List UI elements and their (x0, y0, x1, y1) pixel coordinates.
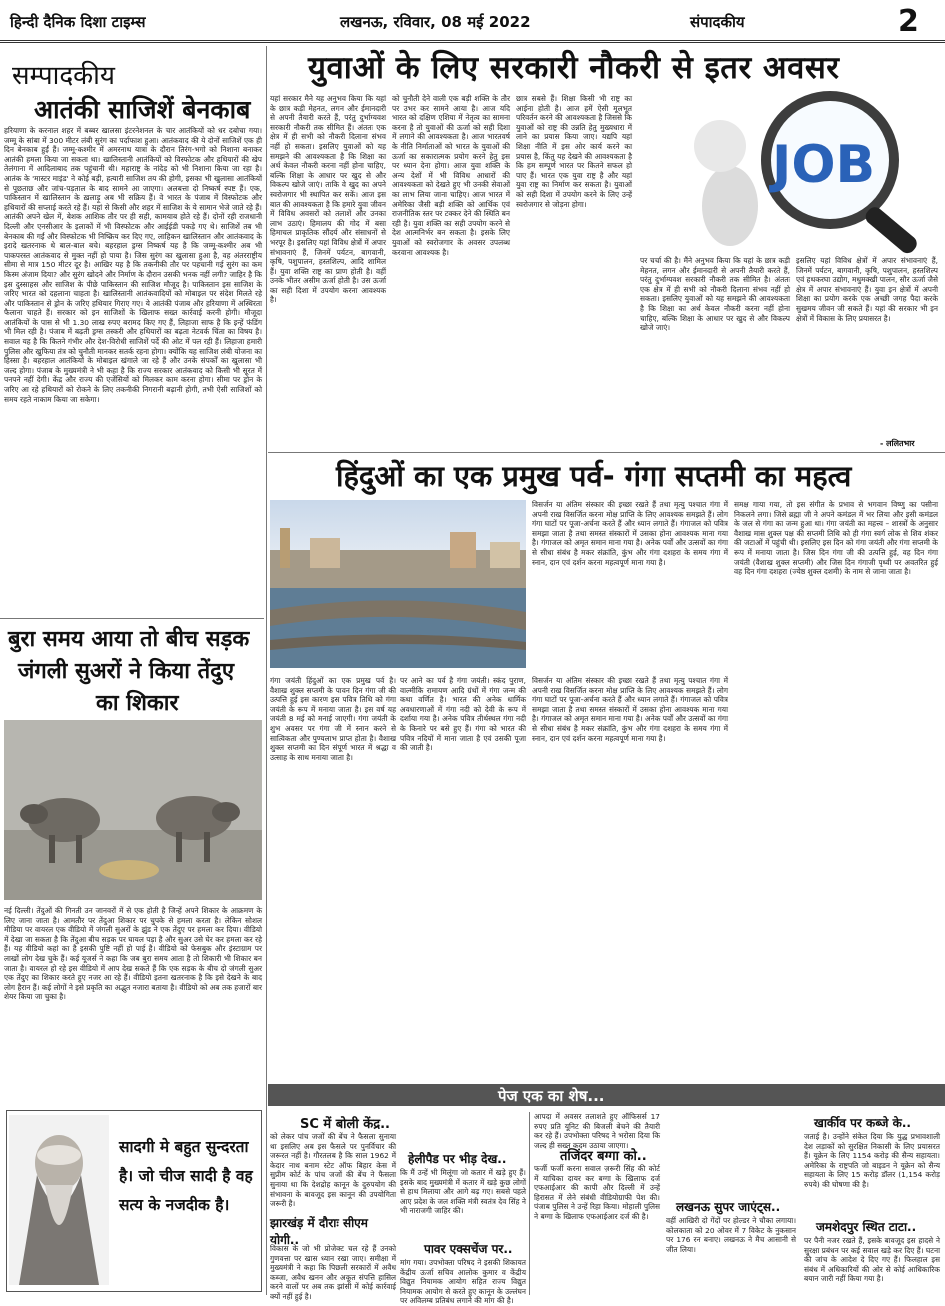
job-magnifier-graphic (640, 86, 940, 252)
brief-sc-body: को लेकर पांच जजों की बेंच ने फैसला सुनाया था इसलिए अब इस फैसले पर पुनर्विचार की जरूरत नहीं है। गौरतलब है कि साल 1962 में केदार नाथ बनाम स्टेट ऑफ बिहार केस में सुप्रीम कोर्ट के पांच जजों की बेंच ने फैसला सुनाया था कि देशद्रोह कानून के दुरुपयोग की संभावना के बावजूद इस कानून की उपयोगिता जरूरी है। (270, 1132, 396, 1209)
editorial-label: सम्पादकीय (12, 61, 115, 91)
briefs-banner-text: पेज एक का शेष... (498, 1087, 605, 1105)
brief-jamshedpur-title: जमशेदपुर स्थित टाटा.. (816, 1220, 917, 1234)
job-graphic-text: JOB (772, 135, 876, 195)
pig-story-headline-2: जंगली सुअरों ने किया तेंदुए (18, 659, 234, 684)
pig-photo-illustration (4, 720, 262, 900)
pig-story-headline-1: बुरा समय आया तो बीच सड़क (8, 627, 250, 652)
briefs-banner (268, 1084, 945, 1106)
jobs-col-1: यहां सरकार मैने यह अनुभव किया कि यहां के छात्र कड़ी मेहनत, लगन और ईमानदारी से अपनी तैयारी करते हैं, परंतु दुर्भाग्यवश सरकारी नौकरी तक सीमित हैं। अंततः एक क्षेत्र में ही सभी को नौकरी दिलाना संभव नहीं हो सकता। इसलिए युवाओं को यह समझने की आवश्यकता है कि शिक्षा का अर्थ केवल नौकरी करना नहीं होना चाहिए, बल्कि शिक्षा के आधार पर खुद से और विकल्प खोजे जाएं। ताकि वे खुद का अपने स्वरोजगार भी स्थापित कर सकें। आज इस बात की आवश्यकता है कि हमारे युवा जीवन में विविध अवसरों को तलाशें और उनका लाभ उठाएं। हिमालय की गोद में बसा हिमाचल प्राकृतिक सौंदर्य और संसाधनों से भरपूर है। इसलिए यहां विविध क्षेत्रों में अपार संभावनाएं हैं, जिनमें पर्यटन, बागवानी, कृषि, पशुपालन, हस्तशिल्प, आदि शामिल हैं। युवा शक्ति राष्ट्र का प्राण होती है। वहीं उनके भीतर असीम ऊर्जा होती है। उस ऊर्जा का सही दिशा में उपयोग करना आवश्यक है। (270, 94, 386, 305)
jobs-col-4: पर चर्चा की है। मैंने अनुभव किया कि यहां के छात्र कड़ी मेहनत, लगन और ईमानदारी से अपनी तैयारी करते हैं, परंतु दुर्भाग्यवश सरकारी नौकरी तक सीमित है। अंततः एक क्षेत्र में ही सभी को नौकरी दिलाना संभव नहीं हो सकता। इसलिए युवाओं को यह समझने की आवश्यकता है कि शिक्षा का अर्थ केवल नौकरी करना नहीं होना चाहिए, बल्कि शिक्षा के आधार पर खुद से और विकल्प खोजे जाएं। (640, 256, 790, 333)
brief-tajinder-body: फर्जी फर्जी करना सवाल ज़रूरी सिंह की कोर्ट में याचिका दायर कर बग्गा के खिलाफ दर्ज एफआईआर की कापी और दिल्ली में उन्हें हिरासत में लेने संबंधी वीडियोग्राफी पेश की। पंजाब पुलिस ने उन्हें रिहा किया। मोहाली पुलिस ने बग्गा के खिलाफ एफआईआर दर्ज की है। (534, 1164, 660, 1221)
brief-kharkiv-body: जताई है। उन्होंने संकेत दिया कि युद्ध प्रभावशाली देश लड़ाकों को सुरक्षित निकासी के लिए प्रयासरत हैं। यूक्रेन के लिए 1154 करोड़ की सैन्य सहायता। अमेरिका के राष्ट्रपति जो बाइडन ने यूक्रेन को सैन्य सहायता के लिए 15 करोड़ डॉलर (1,154 करोड़ रुपये) की घोषणा की है। (804, 1132, 940, 1189)
brief-jharkhand-body: विकास के जो भी प्रोजेक्ट चल रहे हैं उनको गुणवत्ता पर खास ध्यान रखा जाए। समीक्षा में मुख्यमंत्री ने कहा कि पिछली सरकारों में अवैध कब्जा, अवैध खनन और अकूत संपत्ति हासिल करने वालों पर अब तक झांसी में कोई कार्रवाई क्यों नहीं हुई है। (270, 1244, 396, 1301)
pig-leopard-photo (4, 720, 262, 900)
jobs-col-5: इसलिए यहां विविध क्षेत्रों में अपार संभावनाएं हैं, जिनमें पर्यटन, बागवानी, कृषि, पशुपालन, हस्तशिल्प एवं हथकरघा उद्योग, मधुमक्खी पालन, सौर ऊर्जा जैसे क्षेत्र में अपार संभावनाएं हैं। युवा इन क्षेत्रों में अपनी शिक्षा का प्रयोग करके एक अच्छी जगह पैदा करके सुखमय जीवन जी सकते हैं। यहां की सरकार भी इन क्षेत्रों में विकास के लिए प्रयासरत है। (796, 256, 938, 323)
quote-box (6, 1110, 262, 1292)
masthead-bar (0, 0, 945, 43)
brief-power-title: पावर एक्सचेंज पर.. (424, 1242, 513, 1256)
brief-sc-title: SC में बोली केंद्र.. (300, 1117, 390, 1132)
sage-portrait-icon (9, 1115, 109, 1285)
ganga-col-b: पर आने का पर्व है गंगा जयंती। स्कंद पुराण, वाल्मीकि रामायण आदि ग्रंथों में गंगा जन्म की कथा वर्णित है। भारत की अनेक धार्मिक अवधारणाओं में गंगा नदी को देवी के रूप में दर्शाया गया है। अनेक पवित्र तीर्थस्थल गंगा नदी के किनारे पर बसे हुए हैं। गंगा को भारत की पवित्र नदियों में माना जाता है एवं उसकी पूजा की जाती है। (400, 676, 526, 753)
brief-tajinder-title: तजिंदर बग्गा को.. (560, 1149, 647, 1164)
jobs-byline: - ललितभार (880, 439, 915, 448)
dateline: लखनऊ, रविवार, 08 मई 2022 (340, 13, 531, 31)
brief-jharkhand-title: झारखंड़ में दौराः सीएम योगी.. (270, 1216, 368, 1247)
jobs-col-3: छात्र सबसे हैं। शिक्षा किसी भी राष्ट्र का आईना होती है। आज हमें ऐसी मूलभूत परिवर्तन करने की आवश्यकता है जिससे कि युवाओं को राष्ट्र की उन्नति हेतु मुख्यधारा में लाने का प्रयास किया जाए। यद्यपि यहां शिक्षा नीति में इस ओर कार्य करने का प्रयास है, किंतु यह देखने की आवश्यकता है कि हम सम्पूर्ण भारत पर कितने सफल हो पाए हैं। भारत एक युवा राष्ट्र है और यहां युवा राष्ट्र का निर्माण कर सकता है। युवाओं को सही दिशा में उपयोग करने के लिए उन्हें स्वरोजगार से जोड़ना होगा। (516, 94, 632, 209)
ganga-col-c: विसर्जन या अंतिम संस्कार की इच्छा रखते हैं तथा मृत्यु पश्चात गंगा में अपनी राख विसर्जित करना मोक्ष प्राप्ति के लिए आवश्यक समझते हैं। लोग गंगा घाटों पर पूजा-अर्चना करते हैं और ध्यान लगाते हैं। गंगाजल को पवित्र समझा जाता है तथा समस्त संस्कारों में उसका होना आवश्यक माना गया है। गंगाजल को अमृत समान माना गया है। अनेक पर्वों और उत्सवों का गंगा से सीधा संबंध है मकर संक्रांति, कुंभ और गंगा दशहरा के समय गंगा में स्नान, दान एवं दर्शन करना महत्वपूर्ण माना गया है। (532, 500, 728, 567)
brief-helipad-title: हेलीपैड पर भीड़ देख.. (408, 1152, 507, 1166)
editorial-body: हरियाणा के करनाल शहर में बब्बर खालसा इंटरनेशनल के चार आतंकियों को धर दबोचा गया। जम्मू के सांबा में 300 मीटर लंबी सुरंग का पर्दाफाश हुआ। आतंकवाद की ये दोनों साजिशें एक ही दिन बेनकाब हुईं हैं। जम्मू-कश्मीर में अमरनाथ यात्रा के दौरान तिरंग-भगो को निशाना बनाकर आतंकी हमला किया जा सकता था। खालिस्तानी आतंकियों को विस्फोटक और हथियारों की खेप तेलंगाना में आदिलाबाद तक पहुंचानी थी। महाराष्ट्र के नांदेड़ को भी निशाना किया जा रहा है। आतंक के 'मास्टर माइंड' ने कोई बड़ी, हत्यारी साजिश तय की होगी, इसका भी खुलासा आतंकियों से पूछताछ और जांच-पड़ताल के बाद सामने आ जाएगा। अलबत्ता दो निष्कर्ष स्पष्ट हैं। एक, पाकिस्तान में खालिस्तान के ख़लाड़ू अब भी सक्रिय हैं। वे भारत के पंजाब में विस्फोटक और हथियारों की सप्लाई करते रहे हैं। यहां से किसी और शहर में साजिश के ये सामान भेजे जाते रहे हैं। आतंकी अपने खेल में, बेशक आशिक तौर पर ही सही, कामयाब होते रहे हैं। दोनों रही राजधानी दिल्ली और एनसीआर के इलाकों में भी विस्फोटक और आईईडी पकड़े गए थे। साजिशें तब भी बेनकाब की गईं और विस्फोटक भी निष्क्रिय कर दिए गए, लाहिकन खालिस्तान और आतंकवाद के इरादे खतरनाक थे बाल-बाल बचे। बहरहाल ड्रग्स निष्कर्ष यह है कि जम्मू-कश्मीर अब भी पाकपरस्त आतंकवाद से मुक्त नहीं हो पाया है। जिस सुरंग का खुलासा हुआ है, वह अंतरराष्ट्रीय सीमा से मात्र 150 मीटर दूर है। आखिर यह है कि तकनीकी तौर पर पहचानी गई सुरंग का कम किस्म अंजाम दिया? और सुरंग खोदने और निर्माण के दौरान उसकी भनक नहीं लगी? जाहिर है कि इस दुस्साहस और साजिश के पीछे पाकिस्तान की साजिश मौजूद है। पाकिस्तान इस साजिश के जरिए भारत को दहलाना चाहता है। खालिस्तानी आतंकवादियों को मोबाइल पर संदेश मिलते रहे और पाकिस्तान से ड्रोन के जरिए हथियार गिराए गए। ये आतंकी पंजाब और हरियाणा में अस्थिरता फैलाना चाहते हैं। सरकार को इन साजिशों के खिलाफ सख्त कार्रवाई करनी होगी। मौजूदा आतंकियों के पास से भी 1.30 लाख रुपए बरामद किए गए हैं, लिहाजा साफ है कि इन्हें फंडिंग भी मिल रही है। पंजाब में बढ़ती ड्रग्स तस्करी और हथियारों का बढ़ता नेटवर्क चिंता का विषय है। सवाल यह है कि कितने गंभीर और देश-विरोधी साजिशें पर्दे की ओट में पल रही हैं। लिहाजा हमारी पुलिस और खुफिया तंत्र को चुनौती मानकर सतर्क रहना होगा। क्योंकि यह साजिश लंबी योजना का हिस्सा है। बहरहाल आतंकियों के मोबाइल खंगाले जा रहे हैं और उनके संपर्कों का खुलासा भी जल्द होगा। पंजाब के मुख्यमंत्री ने भी कहा है कि राज्य सरकार आतंकवाद को किसी भी सूरत में पनपने नहीं देगी। केंद्र और राज्य की एजेंसियों को मिलकर काम करना होगा। सीमा पर ड्रोन के जरिए आ रहे हथियारों को रोकने के लिए तकनीकी निगरानी बढ़ानी होगी, तभी ऐसी साजिशों को समय रहते नाकाम किया जा सकेगा। (4, 126, 262, 404)
editorial-headline: आतंकी साजिशें बेनकाब (34, 95, 251, 124)
jobs-headline: युवाओं के लिए सरकारी नौकरी से इतर अवसर (308, 50, 840, 86)
ganga-headline: हिंदुओं का एक प्रमुख पर्व- गंगा सप्तमी का महत्व (336, 459, 852, 493)
ganga-col-c2: विसर्जन या अंतिम संस्कार की इच्छा रखते हैं तथा मृत्यु पश्चात गंगा में अपनी राख विसर्जित करना मोक्ष प्राप्ति के लिए आवश्यक समझते हैं। लोग गंगा घाटों पर पूजा-अर्चना करते हैं और ध्यान लगाते हैं। गंगाजल को पवित्र समझा जाता है तथा समस्त संस्कारों में उसका होना आवश्यक माना गया है। गंगाजल को अमृत समान माना गया है। अनेक पर्वों और उत्सवों का गंगा से सीधा संबंध है मकर संक्रांति, कुंभ और गंगा दशहरा के समय गंगा में स्नान, दान एवं दर्शन करना महत्वपूर्ण माना गया है। (532, 676, 728, 743)
section-name: संपादकीय (690, 13, 745, 31)
brief-power-body: मांग गया। उपभोक्ता परिषद ने इसकी शिकायत केंद्रीय ऊर्जा सचिव आलोक कुमार व केंद्रीय विद्युत नियामक आयोग सहित राज्य विद्युत नियामक आयोग से करते हुए कानून के उल्लंघन पर अविलम्ब प्रतिबंध लगाने की मांग की है। (400, 1258, 526, 1306)
brief-lucknow-title: लखनऊ सुपर जाएंट्स.. (676, 1200, 781, 1214)
pig-story-body: नई दिल्ली। तेंदुओं की गिनती उन जानवरों में से एक होती है जिन्हें अपने शिकार के आक्रमण के लिए जाना जाता है। आमतौर पर तेंदुआ शिकार पर चुपके से हमला करता है। लेकिन सोशल मीडिया पर वायरल एक वीडियो में जंगली सुअरों के झुंड ने एक तेंदुए पर हमला कर दिया। वीडियो में देखा जा सकता है कि तेंदुआ बीच सड़क पर घायल पड़ा है और सुअर उसे घेर कर हमला कर रहे हैं। यह वीडियो कहां का है इसकी पुष्टि नहीं हो पाई है। वीडियो को फेसबुक और इंस्टाग्राम पर लाखों लोग देख चुके हैं। कई यूजर्स ने कहा कि जब बुरा समय आता है तो शिकारी भी शिकार बन जाता है। वायरल हो रहे इस वीडियो में आप देख सकते हैं कि एक सड़क के बीच दो जंगली सुअर एक तेंदुए का शिकार करते हुए नजर आ रहे हैं। वीडियो इतना खतरनाक है कि इसे देखने के बाद लोग हैरान हैं। कई लोगों ने इसे प्रकृति का अद्भुत नजारा बताया है। वीडियो को अब तक हजारों बार शेयर किया जा चुका है। (4, 906, 262, 1002)
brief-jamshedpur-body: पर पैनी नजर रखते हैं, इसके बावजूद इस हादसे ने सुरक्षा प्रबंधन पर कई सवाल खड़े कर दिए हैं। घटना की जांच के आदेश दे दिए गए हैं। फिलहाल इस संबंध में अधिकारियों की ओर से कोई आधिकारिक बयान जारी नहीं किया गया है। (804, 1236, 940, 1284)
pig-story-headline-3: का शिकार (96, 691, 179, 716)
newspaper-name: हिन्दी दैनिक दिशा टाइम्स (10, 13, 146, 31)
ganga-ghat-photo (270, 500, 526, 668)
quote-text: सादगी मे बहुत सुन्दरता है। जो चीज सादी है वह सत्य के नजदीक है। (119, 1138, 253, 1214)
page-number: 2 (898, 4, 919, 39)
brief-lecture-body: आपदा में अवसर तलाशते हुए ऑफिसर्स 17 रुपए प्रति यूनिट की बिजली बेचने की तैयारी कर रहे हैं। उपभोक्ता परिषद ने भरोसा दिया कि जल्द ही सख्त कदम उठाया जाएगा। (534, 1112, 660, 1150)
ganga-photo-illustration (270, 500, 526, 668)
brief-lucknow-body: वहीं आखिरी दो गेंदों पर होल्डर ने चौका लगाया। कोलकाता को 20 ओवर में 7 विकेट के नुकसान पर 176 रन बनाए। लखनऊ ने मैच आसानी से जीत लिया। (666, 1216, 796, 1254)
magnifier-icon (640, 86, 940, 252)
brief-kharkiv-title: खार्कीव पर कब्जे के.. (814, 1116, 911, 1130)
ganga-col-a: गंगा जयंती हिंदुओं का एक प्रमुख पर्व है। वैशाख शुक्ल सप्तमी के पावन दिन गंगा जी की उत्पत्ति हुई इस कारण इस पवित्र तिथि को गंगा जयंती के रूप में मनाया जाता है। इस वर्ष यह जयंती 8 मई को मनाई जाएगी। गंगा जयंती के शुभ अवसर पर गंगा जी में स्नान करने से सात्विकता और पुण्यलाभ प्राप्त होता है। वैशाख शुक्ल सप्तमी का दिन संपूर्ण भारत में श्रद्धा व उत्साह के साथ मनाया जाता है। (270, 676, 396, 762)
jobs-col-2: को चुनौती देने वाली एक बड़ी शक्ति के तौर पर उभर कर सामने आया है। आज यदि भारत को दक्षिण एशिया में नेतृत्व का सामना करना है तो युवाओं की ऊर्जा को सही दिशा में लगाने की आवश्यकता है। आज भारतवर्ष के नीति निर्माताओं को भारत के युवाओं की ऊर्जा का सकारात्मक प्रयोग करने हेतु इस पर ध्यान देना होगा। आज युवा शक्ति के अन्य देशों में भी विविध आधारों की आवश्यकता को देखते हुए भी उनकी सेवाओं का लाभ लिया जाना चाहिए। आज भारत में अमेरिका जैसी बड़ी शक्ति को आर्थिक एवं राजनीतिक स्तर पर टक्कर देने की स्थिति बन रही है। युवा शक्ति का सही उपयोग करने से देश आत्मनिर्भर बन सकता है। इसके लिए युवाओं को स्वरोजगार के अवसर उपलब्ध करवाना आवश्यक है। (392, 94, 510, 257)
brief-helipad-body: कि मैं उन्हें भी मिलूंगा जो कतार में खड़े हुए हैं। इसके बाद मुख्यमंत्री में कतार में खड़े कुछ लोगों से हाथ मिलाया और आगे बढ़ गए। सबसे पहले आए प्रदेश के जल शक्ति मंत्री स्वतंत्र देव सिंह ने भी नाराजगी जाहिर की। (400, 1168, 526, 1216)
ganga-col-d: समक्ष गाया गया, तो इस संगीत के प्रभाव से भगवान विष्णु का पसीना निकलने लगा। जिसे ब्रह्मा जी ने अपने कमंडल में भर लिया और इसी कमंडल के जल से गंगा का जन्म हुआ था। गंगा जयंती का महत्त्व – शास्त्रों के अनुसार वैशाख मास शुक्ल पक्ष की सप्तमी तिथि को ही गंगा स्वर्ग लोक से शिव शंकर की जटाओं में पहुंची थी। इसलिए इस दिन को गंगा जयंती और गंगा सप्तमी के रूप में मनाया जाता है। जिस दिन गंगा जी की उत्पत्ति हुई, वह दिन गंगा जयंती (वैशाख शुक्ल सप्तमी) और जिस दिन गंगाजी पृथ्वी पर अवतरित हुई वह दिन गंगा दशहरा (ज्येष्ठ शुक्ल दशमी) के नाम से जाना जाता है। (734, 500, 938, 577)
